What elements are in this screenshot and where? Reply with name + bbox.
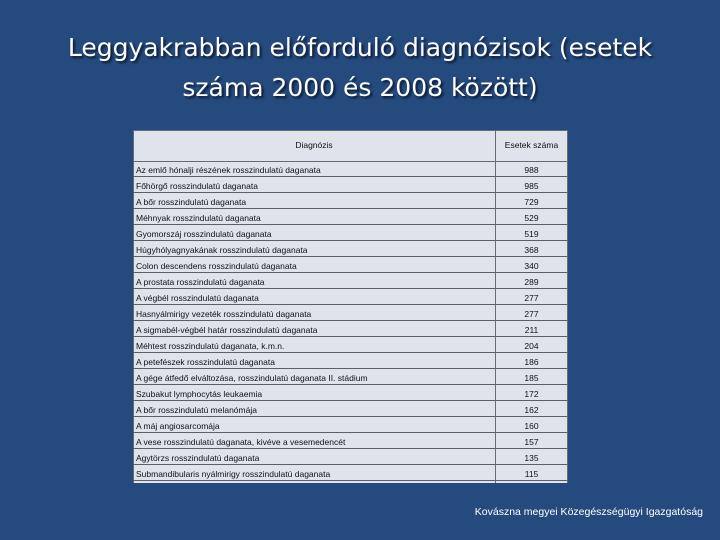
slide-title	[20, 28, 700, 108]
table-row	[133, 177, 568, 193]
diagnosis-name: A máj angiosarcomája	[136, 421, 220, 431]
case-count: 529	[524, 213, 539, 223]
case-count: 729	[524, 197, 539, 207]
case-count: 185	[524, 373, 539, 383]
case-count: 368	[524, 245, 539, 255]
table-row	[133, 305, 568, 321]
diagnosis-name: Szubakut lymphocytás leukaemia	[136, 389, 263, 399]
diagnosis-name: Agytörzs rosszindulatú daganata	[136, 453, 260, 463]
case-count: 985	[524, 181, 539, 191]
diagnosis-name: A végbél rosszindulatú daganata	[136, 293, 259, 303]
table-row	[133, 257, 568, 273]
diagnosis-name: A bőr rosszindulatú daganata	[136, 197, 247, 207]
table-row	[133, 337, 568, 353]
diagnosis-name: A petefészek rosszindulatú daganata	[136, 357, 275, 367]
table-row	[133, 209, 568, 225]
header-diagnosis: Diagnózis	[295, 140, 333, 150]
diagnosis-name: A vese rosszindulatú daganata, kivéve a vesemedencét	[136, 437, 346, 447]
case-count: 162	[524, 405, 539, 415]
table-row	[133, 449, 568, 465]
case-count: 519	[524, 229, 539, 239]
table-row	[133, 369, 568, 385]
footer-source: Kovászna megyei Közegészségügyi Igazgatóság	[474, 506, 703, 518]
case-count: 988	[524, 165, 539, 175]
table-row	[133, 289, 568, 305]
case-count: 157	[524, 437, 539, 447]
diagnosis-name: A bőr rosszindulatú melanómája	[136, 405, 257, 415]
case-count: 340	[524, 261, 539, 271]
title-line-2: száma 2000 és 2008 között)	[182, 73, 538, 102]
diagnosis-table	[133, 130, 568, 483]
table-row	[133, 417, 568, 433]
diagnosis-name: A prostata rosszindulatú daganata	[136, 277, 265, 287]
case-count: 289	[524, 277, 539, 287]
case-count: 277	[524, 309, 539, 319]
title-line-1: Leggyakrabban előforduló diagnózisok (esetek	[67, 33, 653, 62]
diagnosis-name: A sigmabél-végbél határ rosszindulatú daganata	[136, 325, 318, 335]
table-row	[133, 225, 568, 241]
case-count: 135	[524, 453, 539, 463]
diagnosis-name: Húgyhólyagnyakának rosszindulatú daganata	[136, 245, 308, 255]
table-row	[133, 161, 568, 177]
case-count: 115	[524, 469, 539, 479]
table-row	[133, 385, 568, 401]
case-count: 186	[524, 357, 539, 367]
table-row	[133, 273, 568, 289]
case-count: 204	[524, 341, 539, 351]
diagnosis-name: Méhnyak rosszindulatú daganata	[136, 213, 261, 223]
diagnosis-name: Főhörgő rosszindulatú daganata	[136, 181, 258, 191]
header-case-count: Esetek száma	[504, 140, 559, 150]
diagnosis-name: A gége átfedő elváltozása, rosszindulatú daganata II. stádium	[136, 373, 368, 383]
case-count: 277	[524, 293, 539, 303]
case-count: 172	[524, 389, 539, 399]
table-row	[133, 401, 568, 417]
table-row	[133, 321, 568, 337]
case-count: 211	[524, 325, 539, 335]
diagnosis-name: Az emlő hónalji részének rosszindulatú daganata	[136, 165, 321, 175]
diagnosis-name: Colon descendens rosszindulatú daganata	[136, 261, 297, 271]
table-row	[133, 465, 568, 481]
diagnosis-name: Hasnyálmirigy vezeték rosszindulatú daganata	[136, 309, 312, 319]
table-body	[133, 161, 568, 481]
table-row	[133, 193, 568, 209]
diagnosis-name: Submandibularis nyálmirigy rosszindulatú daganata	[136, 469, 331, 479]
case-count: 160	[524, 421, 539, 431]
diagnosis-name: Méhtest rosszindulatú daganata, k.m.n.	[136, 341, 285, 351]
table-row	[133, 353, 568, 369]
table-row	[133, 433, 568, 449]
diagnosis-name: Gyomorszáj rosszindulatú daganata	[136, 229, 272, 239]
table-row	[133, 241, 568, 257]
